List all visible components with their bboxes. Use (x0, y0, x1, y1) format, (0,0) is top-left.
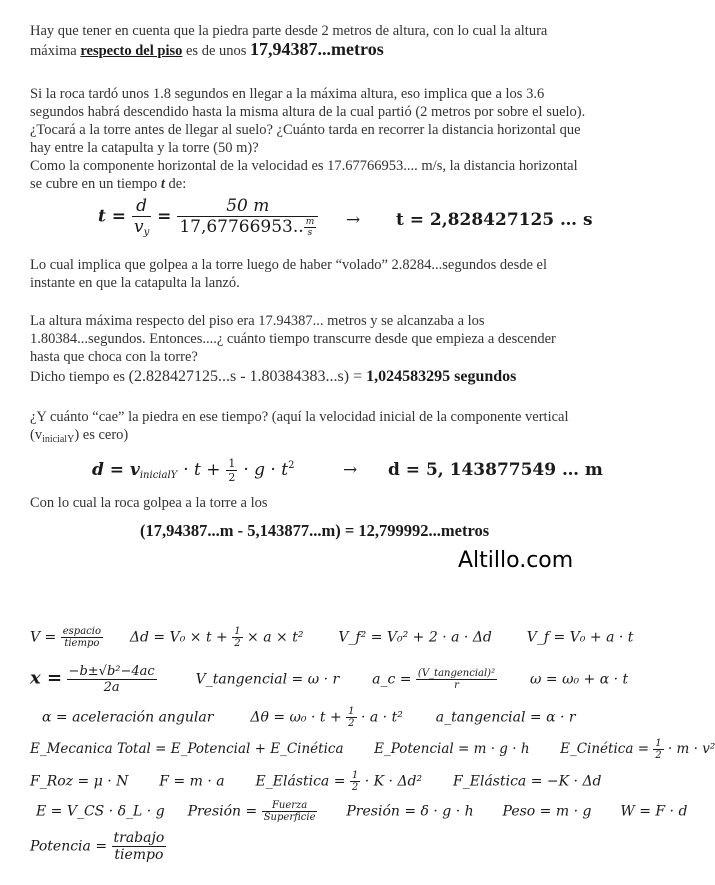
altillo-logo: Altillo.com (458, 548, 574, 573)
formula-row-3: α = aceleración angular Δθ = ω₀ · t + $\frac{1}{2}$ · a · t² a_tangencial = α · r (42, 706, 576, 729)
formula-row-6: E = V_CS · δ_L · g Presión = $\frac{\text{Fuerza}}{\text{Superficie}}$ Presión = δ · g · h Peso = m · g W = F · d (36, 800, 688, 823)
time-line-1: Si la roca tardó unos 1.8 segundos en llegar a la máxima altura, eso implica que a los 3.6 (30, 86, 545, 102)
paragraph-descend (30, 312, 650, 386)
conclusion-result: (17,94387...m - 5,143877...m) = 12,799992...metros (140, 521, 490, 540)
flight-line-1: Lo cual implica que golpea a la torre luego de haber “volado” 2.8284...segundos desde el (30, 257, 547, 273)
time-line-5: Como la componente horizontal de la velocidad es 17.67766953.... m/s, la distancia horizontal (30, 158, 578, 174)
equation-distance-result: d = 5, 143877549 … m (388, 460, 603, 480)
fall-line-1: ¿Y cuánto “cae” la piedra en ese tiempo? (aquí la velocidad inicial de la componente vertical (30, 409, 569, 425)
formula-row-1: V = $\frac{\text{espacio}}{\text{tiempo}}$ Δd = V₀ × t + $\frac{1}{2}$ × a × t² V_f² = V₀² + 2 · a · Δd V_f = V₀ + a · t (30, 626, 634, 649)
formula-row-2: x = $\frac{\text{−b±√b²−4ac}}{2a}$ V_tangencial = ω · r a_c = $\frac{\text{(V\_tangencial)²}}{r}$ ω = ω₀ + α · t (30, 664, 629, 695)
max-height-value: 17,94387...metros (250, 39, 384, 59)
descend-line-3: hasta que choca con la torre? (30, 349, 198, 365)
paragraph-intro (30, 22, 650, 60)
fraction-one-half: $\frac{1}{2}$ (228, 457, 236, 484)
paragraph-flight (30, 256, 650, 292)
time-line-2: segundos habrá descendido hasta la misma altura de la cual partió (2 metros por sobre el suelo). (30, 104, 586, 120)
time-line-4: hay entre la catapulta y la torre (50 m)? (30, 140, 259, 156)
equation-arrow-2: → (343, 460, 358, 480)
descend-line-4: Dicho tiempo es (2.828427125...s - 1.80384383...s) = 1,024583295 segundos (30, 368, 517, 385)
equation-distance: $d = v_{inicialY} \cdot t$ + $\frac{1}{2}$ · $g \cdot t^2$ (92, 457, 295, 484)
fraction-50m: 50 m 17,67766953.. $\frac{m}{s}$ (177, 196, 318, 238)
equation-time-result: t = 2,828427125 … s (396, 210, 593, 230)
descend-line-1: La altura máxima respecto del piso era 17.94387... metros y se alcanzaba a los (30, 313, 485, 329)
conclusion-line-1: Con lo cual la roca golpea a la torre a los (30, 495, 268, 511)
intro-line-2: máxima respecto del piso es de unos 17,94387...metros (30, 39, 384, 59)
fraction-d-over-vy: $\frac{d}{v_y}$ (133, 196, 150, 238)
formula-row-7: Potencia = $\frac{\text{trabajo}}{\text{tiempo}}$ (30, 830, 165, 863)
paragraph-conclusion (30, 494, 650, 512)
paragraph-time (30, 85, 650, 193)
flight-line-2: instante en que la catapulta la lanzó. (30, 275, 240, 291)
time-line-3: ¿Tocará a la torre antes de llegar al suelo? ¿Cuánto tarda en recorrer la distancia horizontal que (30, 122, 581, 138)
equation-time: t = $\frac{d}{v_y}$ = 50 m 17,67766953.. $\frac{m}{s}$ (98, 196, 318, 238)
underlined-phrase: respecto del piso (80, 43, 183, 59)
equation-arrow-1: → (346, 210, 361, 230)
intro-line-1: Hay que tener en cuenta que la piedra parte desde 2 metros de altura, con lo cual la altura (30, 23, 548, 39)
descend-line-2: 1.80384...segundos. Entonces....¿ cuánto tiempo transcurre desde que empieza a descender (30, 331, 556, 347)
time-line-6: se cubre en un tiempo t de: (30, 176, 187, 192)
descend-time-value: 1,024583295 segundos (366, 368, 517, 385)
paragraph-fall (30, 408, 650, 449)
formula-row-4: E_Mecanica Total = E_Potencial + E_Cinética E_Potencial = m · g · h E_Cinética = $\frac{1}{2}$ · m · v² (30, 738, 715, 761)
formula-row-5: F_Roz = μ · N F = m · a E_Elástica = $\frac{1}{2}$ · K · Δd² F_Elástica = −K · Δd (30, 770, 602, 793)
fall-line-2: $(v_{inicialY})$ es cero) (30, 427, 129, 445)
